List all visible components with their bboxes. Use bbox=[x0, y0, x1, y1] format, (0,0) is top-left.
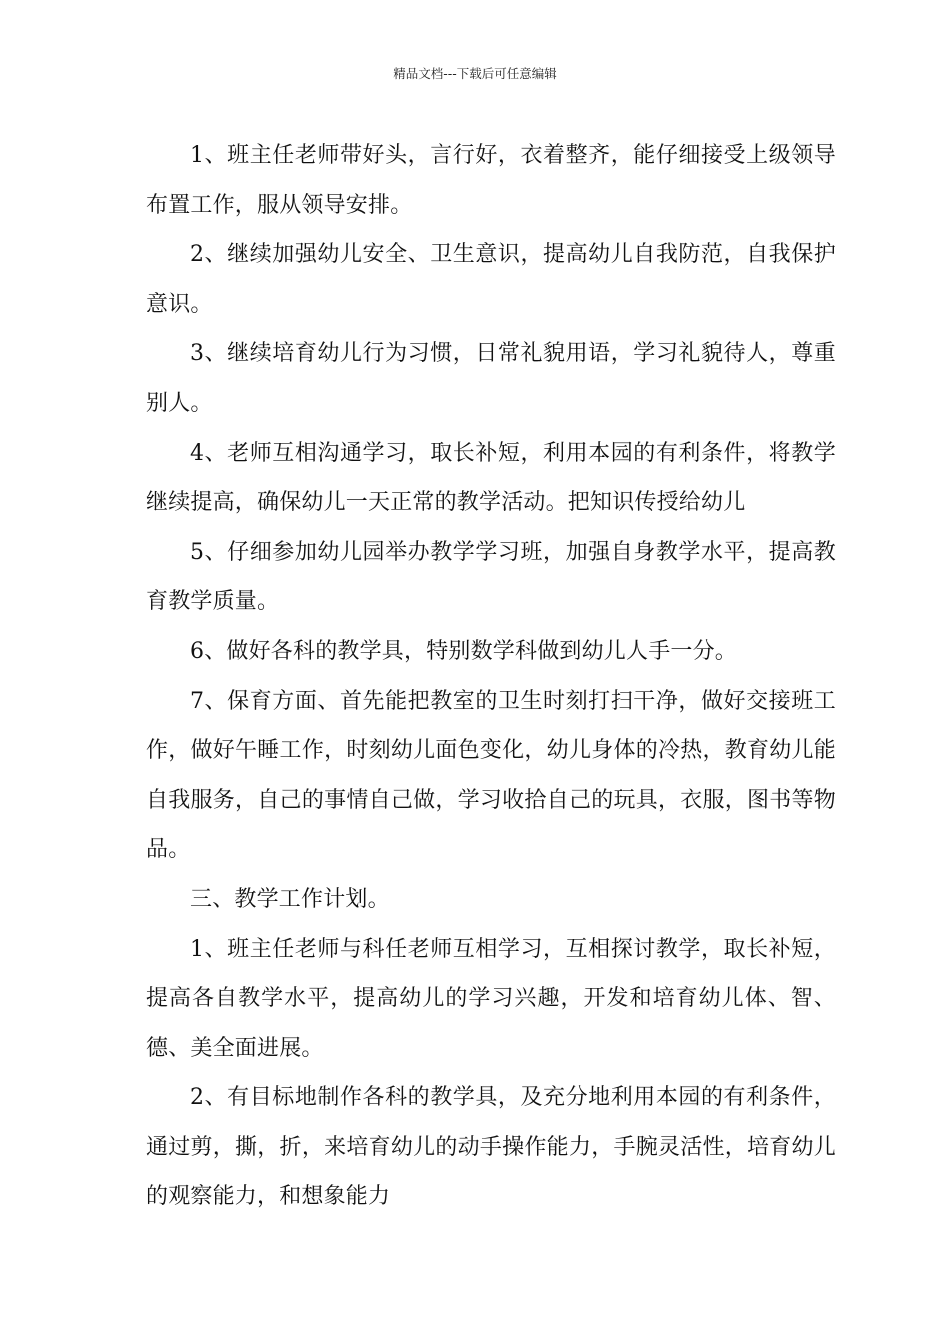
section-heading: 三、教学工作计划。 bbox=[190, 886, 390, 912]
document-body bbox=[146, 131, 836, 1222]
paragraph-8: 1、班主任老师与科任老师互相学习，互相探讨教学，取长补短，提高各自教学水平，提高幼儿的学习兴趣，开发和培育幼儿体、智、德、美全面进展。 bbox=[146, 936, 836, 1061]
paragraph-6: 6、做好各科的教学具，特别数学科做到幼儿人手一分。 bbox=[190, 638, 737, 664]
page-header: 精品文档---下载后可任意编辑 bbox=[393, 66, 557, 81]
paragraph-9: 2、有目标地制作各科的教学具，及充分地利用本园的有利条件，通过剪，撕，折，来培育幼儿的动手操作能力，手腕灵活性，培育幼儿的观察能力，和想象能力 bbox=[146, 1085, 836, 1210]
paragraph-7: 7、保育方面、首先能把教室的卫生时刻打扫干净，做好交接班工作，做好午睡工作，时刻幼儿面色变化，幼儿身体的冷热，教育幼儿能自我服务，自己的事情自己做，学习收拾自己的玩具，衣服，图书等物品。 bbox=[146, 688, 836, 863]
paragraph-4: 4、老师互相沟通学习，取长补短，利用本园的有利条件，将教学继续提高，确保幼儿一天正常的教学活动。把知识传授给幼儿 bbox=[146, 440, 836, 516]
paragraph-5: 5、仔细参加幼儿园举办教学学习班，加强自身教学水平，提高教育教学质量。 bbox=[146, 539, 836, 615]
paragraph-3: 3、继续培育幼儿行为习惯，日常礼貌用语，学习礼貌待人，尊重别人。 bbox=[146, 341, 836, 416]
paragraph-2: 2、继续加强幼儿安全、卫生意识，提高幼儿自我防范，自我保护意识。 bbox=[146, 242, 836, 317]
paragraph-1: 1、班主任老师带好头，言行好，衣着整齐，能仔细接受上级领导布置工作，服从领导安排。 bbox=[146, 143, 836, 218]
